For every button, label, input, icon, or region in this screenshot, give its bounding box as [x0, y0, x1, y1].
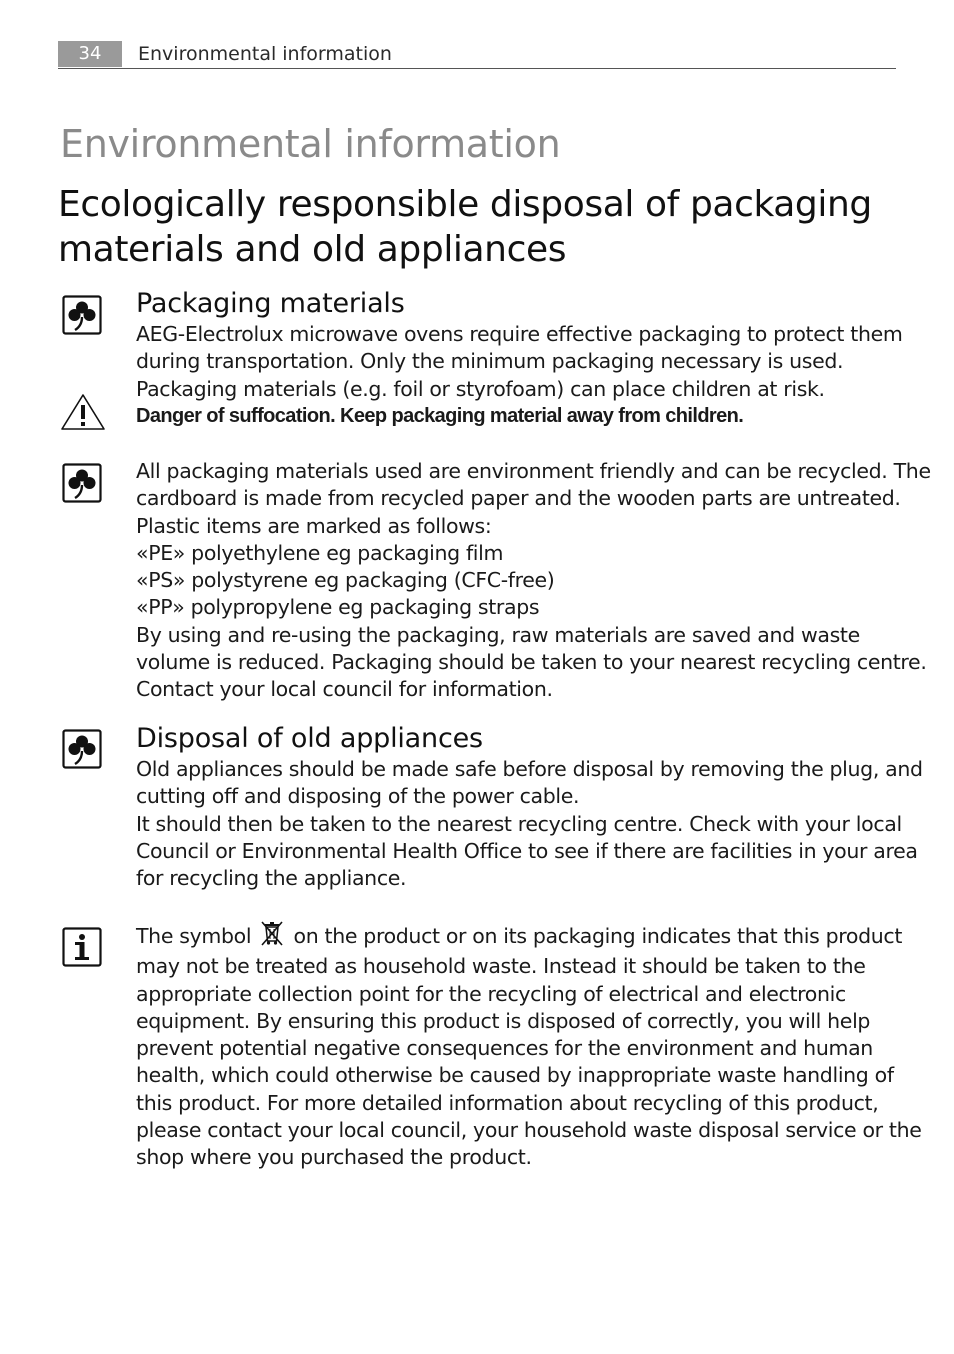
main-heading [58, 182, 872, 272]
old-appliances-line: cutting off and disposing of the power cable. [136, 784, 580, 809]
main-heading-line-2: materials and old appliances [58, 229, 567, 270]
packaging-paragraph [136, 321, 906, 430]
environment-icon [62, 729, 102, 769]
packaging-line: during transportation. Only the minimum packaging necessary is used. [136, 349, 844, 374]
recycling-line: cardboard is made from recycled paper and the wooden parts are untreated. [136, 486, 901, 511]
recycling-line: All packaging materials used are environment friendly and can be recycled. The [136, 459, 931, 483]
old-appliances-paragraph [136, 756, 923, 892]
packaging-line: AEG-Electrolux microwave ovens require effective packaging to protect them [136, 322, 903, 346]
weee-line: health, which could otherwise be caused by inappropriate waste handling of [136, 1063, 894, 1088]
weee-text-before-symbol: The symbol [136, 924, 252, 948]
weee-line: prevent potential negative consequences for the environment and human [136, 1036, 873, 1061]
suffocation-warning: Danger of suffocation. Keep packaging material away from children. [136, 404, 744, 427]
old-appliances-line: It should then be taken to the nearest recycling centre. Check with your local [136, 811, 902, 836]
plastic-code-pp: «PP» polypropylene eg packaging straps [136, 595, 540, 620]
old-appliances-heading: Disposal of old appliances [136, 723, 483, 754]
old-appliances-line: Old appliances should be made safe before disposal by removing the plug, and [136, 757, 923, 781]
warning-triangle-icon [60, 392, 106, 432]
weee-line: this product. For more detailed information about recycling of this product, [136, 1090, 879, 1115]
plastic-code-pe: «PE» polyethylene eg packaging film [136, 540, 504, 565]
weee-first-line [136, 920, 906, 953]
packaging-line: Packaging materials (e.g. foil or styrofoam) can place children at risk. [136, 376, 825, 401]
environment-icon [62, 463, 102, 503]
weee-line: equipment. By ensuring this product is disposed of correctly, you will help [136, 1008, 871, 1033]
old-appliances-line: Council or Environmental Health Office to see if there are facilities in your area [136, 838, 918, 863]
weee-text-after-symbol: on the product or on its packaging indicates that this product [293, 924, 903, 948]
info-icon [62, 927, 102, 967]
recycling-line: By using and re-using the packaging, raw materials are saved and waste [136, 622, 860, 647]
weee-line: may not be treated as household waste. Instead it should be taken to the [136, 954, 866, 979]
recycling-line: Plastic items are marked as follows: [136, 513, 492, 538]
old-appliances-line: for recycling the appliance. [136, 866, 407, 891]
weee-line: shop where you purchased the product. [136, 1145, 532, 1170]
weee-line: appropriate collection point for the recycling of electrical and electronic [136, 981, 846, 1006]
section-title: Environmental information [60, 122, 561, 166]
recycling-line: volume is reduced. Packaging should be taken to your nearest recycling centre. [136, 650, 927, 675]
weee-paragraph [136, 920, 922, 1172]
crossed-out-bin-icon [259, 920, 285, 953]
weee-line: please contact your local council, your household waste disposal service or the [136, 1118, 922, 1143]
recycling-paragraph [136, 458, 931, 704]
running-header-title: Environmental information [138, 43, 392, 65]
recycling-line: Contact your local council for information. [136, 677, 553, 702]
page-number: 34 [58, 41, 122, 67]
main-heading-line-1: Ecologically responsible disposal of packaging [58, 184, 872, 225]
plastic-code-ps: «PS» polystyrene eg packaging (CFC-free) [136, 568, 555, 593]
environment-icon [62, 295, 102, 335]
packaging-materials-heading: Packaging materials [136, 288, 405, 319]
header-divider [58, 68, 896, 69]
